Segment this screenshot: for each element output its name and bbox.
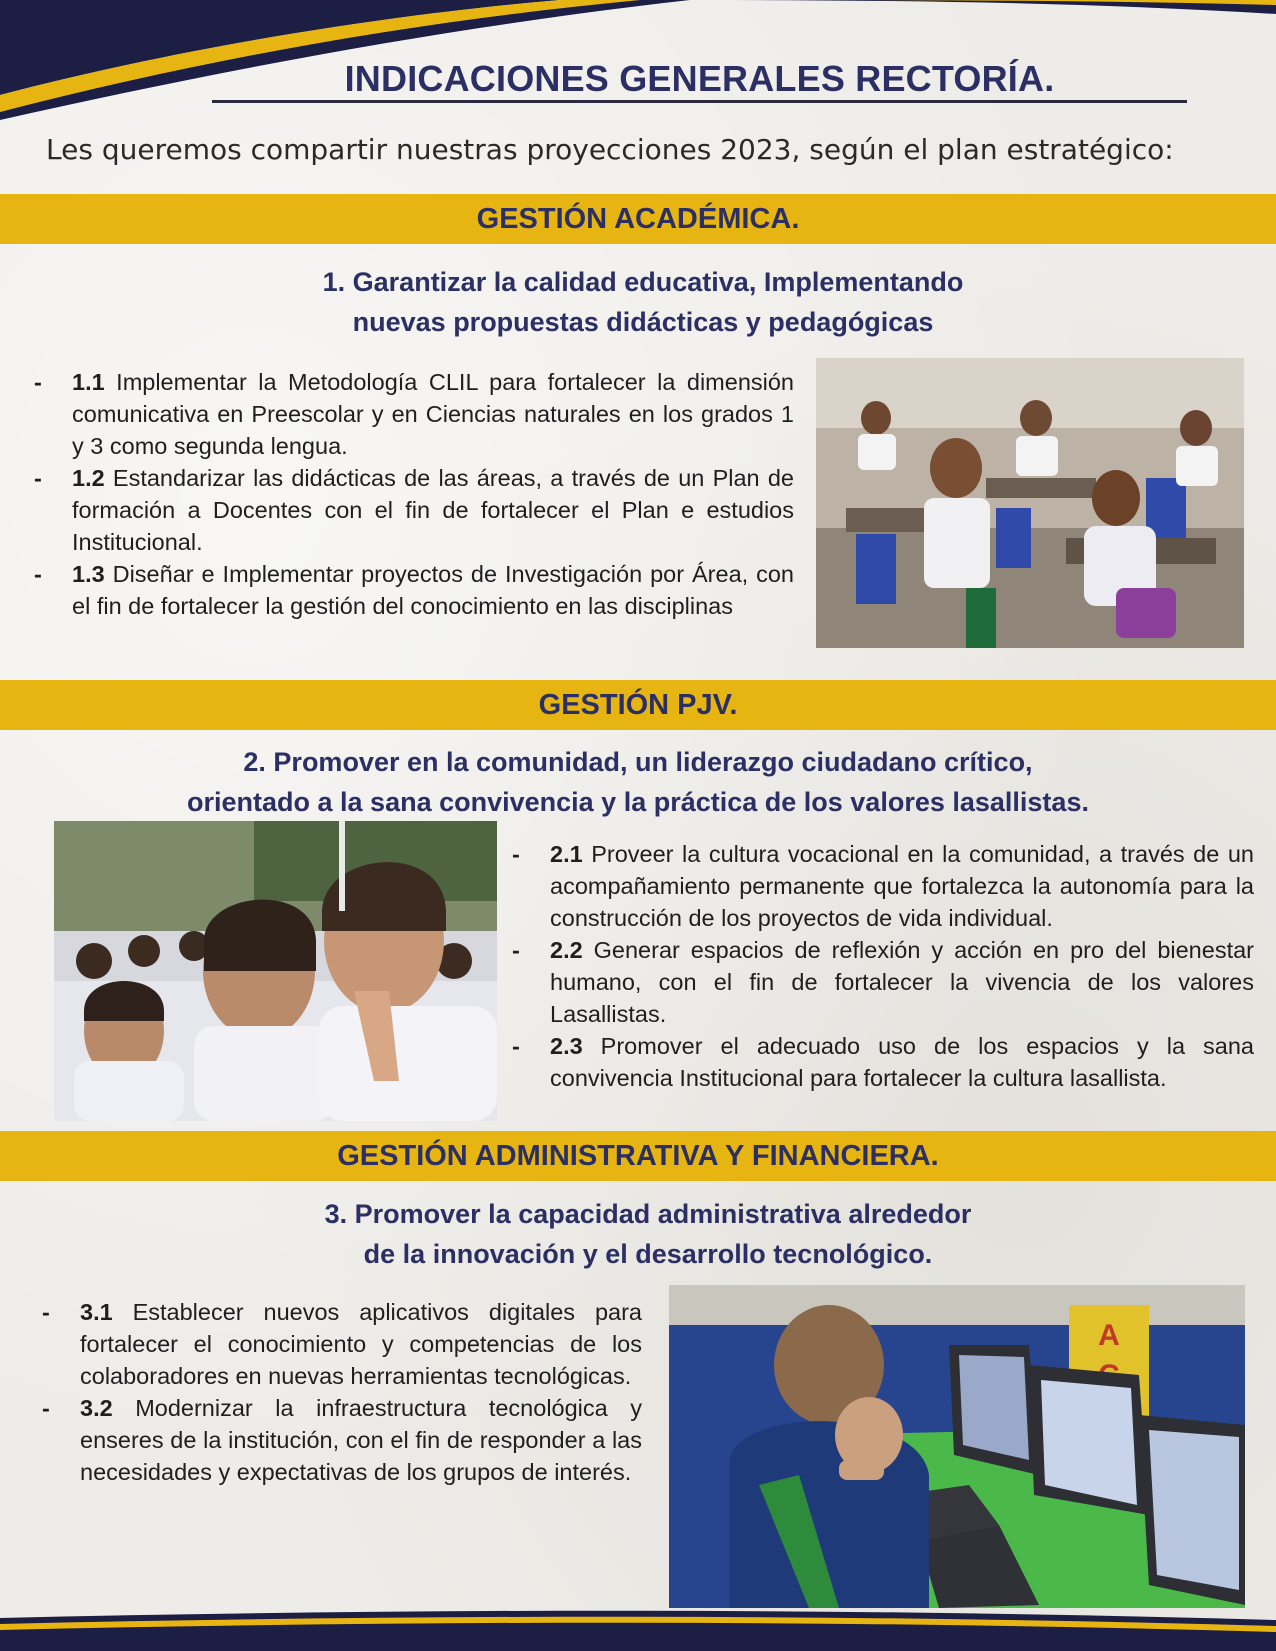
- subheading-line: orientado a la sana convivencia y la práctica de los valores lasallistas.: [187, 787, 1089, 817]
- section-band-administrativa: [0, 1131, 1276, 1181]
- item-text: Establecer nuevos aplicativos digitales para fortalecer el conocimiento y competencias de los colaboradores en nuevas herramientas tecnológicas.: [80, 1299, 642, 1389]
- item-number: 3.2: [80, 1395, 113, 1421]
- subheading-line: nuevas propuestas didácticas y pedagógicas: [352, 307, 934, 337]
- item-number: 2.1: [550, 841, 583, 867]
- item-text: Implementar la Metodología CLIL para fortalecer la dimensión comunicativa en Preescolar y en Ciencias naturales en los grados 1 y 3 como segunda lengua.: [72, 369, 794, 459]
- subheading-line: de la innovación y el desarrollo tecnológico.: [363, 1239, 933, 1269]
- section-subheading-academica: [0, 262, 1276, 342]
- item-text: Estandarizar las didácticas de las áreas, a través de un Plan de formación a Docentes con el fin de fortalecer el Plan e estudios Institucional.: [72, 465, 794, 555]
- academica-item-list: [34, 366, 794, 622]
- section-band-label: GESTIÓN ADMINISTRATIVA Y FINANCIERA.: [337, 1139, 939, 1172]
- section-subheading-pjv: [0, 742, 1276, 822]
- item-text: Proveer la cultura vocacional en la comunidad, a través de un acompañamiento permanente que fortalezca la autonomía para la construcción de los proyectos de vida individual.: [550, 841, 1254, 931]
- list-item: [34, 462, 794, 558]
- list-item: [512, 1030, 1254, 1094]
- footer-stripe-decoration: [0, 1604, 1276, 1651]
- item-text: Generar espacios de reflexión y acción en pro del bienestar humano, con el fin de fortalecer la vivencia de los valores Lasallistas.: [550, 937, 1254, 1027]
- pjv-item-list: [512, 838, 1254, 1094]
- section-band-academica: [0, 194, 1276, 244]
- list-item: [34, 366, 794, 462]
- section-band-label: GESTIÓN ACADÉMICA.: [476, 202, 800, 235]
- intro-text: Les queremos compartir nuestras proyecciones 2023, según el plan estratégico:: [46, 133, 1174, 166]
- students-praying-photo: [54, 821, 497, 1121]
- list-item: [512, 838, 1254, 934]
- item-number: 1.2: [72, 465, 105, 491]
- subheading-line: 3. Promover la capacidad administrativa alrededor: [324, 1199, 972, 1229]
- subheading-line: 2. Promover en la comunidad, un liderazgo ciudadano crítico,: [243, 747, 1033, 777]
- subheading-line: 1. Garantizar la calidad educativa, Implementando: [322, 267, 964, 297]
- list-item: [42, 1296, 642, 1392]
- list-item: [42, 1392, 642, 1488]
- item-text: Promover el adecuado uso de los espacios y la sana convivencia Institucional para fortalecer la cultura lasallista.: [550, 1033, 1254, 1091]
- section-band-pjv: [0, 680, 1276, 730]
- item-number: 2.3: [550, 1033, 583, 1059]
- list-item: [34, 558, 794, 622]
- computer-lab-photo: [669, 1285, 1245, 1608]
- item-number: 2.2: [550, 937, 583, 963]
- title-underline: [212, 100, 1187, 103]
- item-number: 1.1: [72, 369, 105, 395]
- page-title: INDICACIONES GENERALES RECTORÍA.: [344, 58, 1055, 99]
- administrativa-item-list: [42, 1296, 642, 1488]
- item-text: Modernizar la infraestructura tecnológica y enseres de la institución, con el fin de responder a las necesidades y expectativas de los grupos de interés.: [80, 1395, 642, 1485]
- item-number: 1.3: [72, 561, 105, 587]
- list-item: [512, 934, 1254, 1030]
- section-band-label: GESTIÓN PJV.: [538, 688, 738, 721]
- section-subheading-administrativa: [0, 1194, 1276, 1274]
- classroom-photo: [816, 358, 1244, 648]
- item-number: 3.1: [80, 1299, 113, 1325]
- svg-text:A: A: [1098, 1319, 1120, 1352]
- item-text: Diseñar e Implementar proyectos de Investigación por Área, con el fin de fortalecer la gestión del conocimiento en las disciplinas: [72, 561, 794, 619]
